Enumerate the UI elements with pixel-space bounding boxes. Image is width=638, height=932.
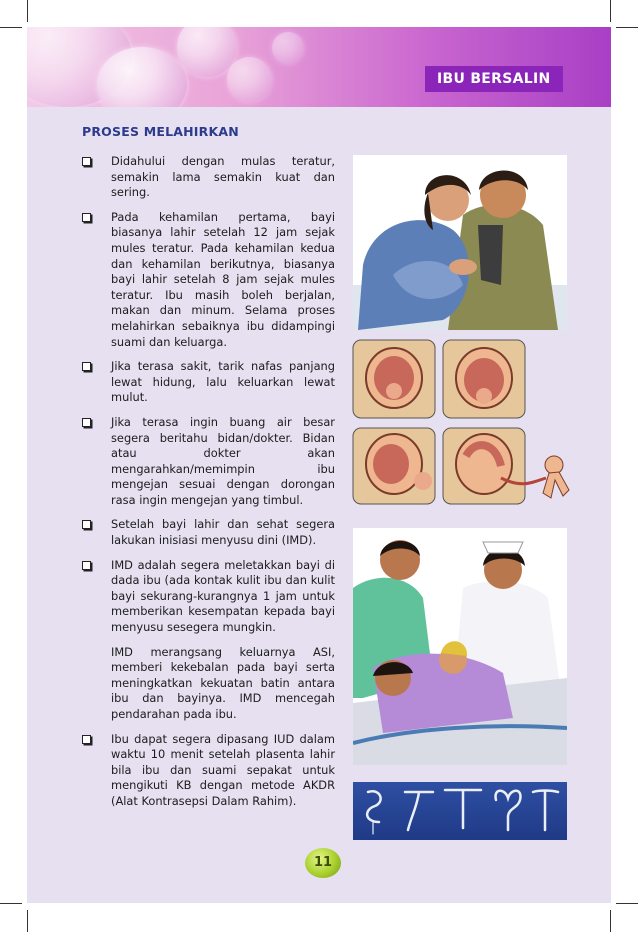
crop-mark [0,903,22,904]
list-item-text: Jika terasa sakit, tarik nafas panjang lewat hidung, lalu keluarkan lewat mulut. [111,359,335,405]
crop-mark [27,910,28,932]
list-item-text: Setelah bayi lahir dan sehat segera lakukan inisiasi menyusu dini (IMD). [111,517,335,548]
checkbox-bullet-icon [82,157,91,166]
list-item [82,154,335,201]
list-item-text: Pada kehamilan pertama, bayi biasanya lahir setelah 12 jam sejak mules teratur. Pada kehamilan kedua dan kehamilan berikutnya, biasanya bayi lahir setelah 8 jam sejak mules teratur. Ibu masih boleh berjalan, makan dan minum. Selama proses melahirkan sebaiknya ibu didampingi suami dan keluarga. [111,209,335,349]
crop-mark [616,27,638,28]
crop-mark [27,0,28,22]
list-item-text: IMD adalah segera meletakkan bayi di dada ibu (ada kontak kulit ibu dan kulit bayi sekurang-kurangnya 1 jam untuk memberikan kesempatan kepada bayi menyusu sesegera mungkin. [111,557,335,635]
newborn-icon [543,456,569,498]
checkbox-bullet-icon [82,520,91,529]
iud-spiral-icon [367,791,380,822]
iud-multiload-icon [533,791,558,831]
checkbox-bullet-icon [82,735,91,744]
list-item [82,359,335,406]
list-item-text: Ibu dapat segera dipasang IUD dalam waktu 10 menit setelah plasenta lahir bila ibu dan suami sepakat untuk mengikuti KB dengan metode AKDR (Alat Kontrasepsi Dalam Rahim). [111,731,335,808]
couple-drawing [353,155,567,330]
couple-illustration [353,155,567,330]
decorative-bubble [97,47,187,107]
iud-seven-icon [405,792,433,830]
crop-mark [610,0,611,22]
list-item [82,732,335,810]
checkbox-bullet-icon [82,362,91,371]
list-item [82,517,335,548]
imd-drawing [353,528,567,765]
list-item-text: Didahului dengan mulas teratur, semakin lama semakin kuat dan sering. [111,154,335,200]
imd-note: IMD merangsang keluarnya ASI, memberi kekebalan pada bayi serta meningkatkan kekuatan batin antara ibu dan bayinya. IMD mencegah pendarahan pada ibu. [111,644,335,721]
decorative-bubble [272,32,304,64]
list-item [82,210,335,350]
checkbox-bullet-icon [82,418,91,427]
checkbox-bullet-icon [82,213,91,222]
page-number: 11 [305,848,341,878]
iud-t-icon [445,790,481,828]
section-title: PROSES MELAHIRKAN [82,124,239,139]
birth-stages-drawing [351,338,575,506]
iud-devices-illustration [353,782,567,840]
crop-mark [610,910,611,932]
section-label: IBU BERSALIN [425,66,563,92]
iud-drawing [353,782,567,840]
iud-heart-icon [496,791,521,830]
birth-stages-illustration [351,338,575,506]
decorative-bubble [227,57,272,102]
list-item [82,415,335,509]
list-item [82,558,335,636]
imd-illustration [353,528,567,765]
checkbox-bullet-icon [82,561,91,570]
content-column [82,154,335,819]
list-item-text: Jika terasa ingin buang air besar segera beritahu bidan/dokter. Bidan atau dokter akan mengarahkan/memimpin ibu mengejan sesuai dengan dorongan rasa ingin mengejan yang timbul. [111,414,335,507]
crop-mark [0,27,22,28]
crop-mark [616,903,638,904]
